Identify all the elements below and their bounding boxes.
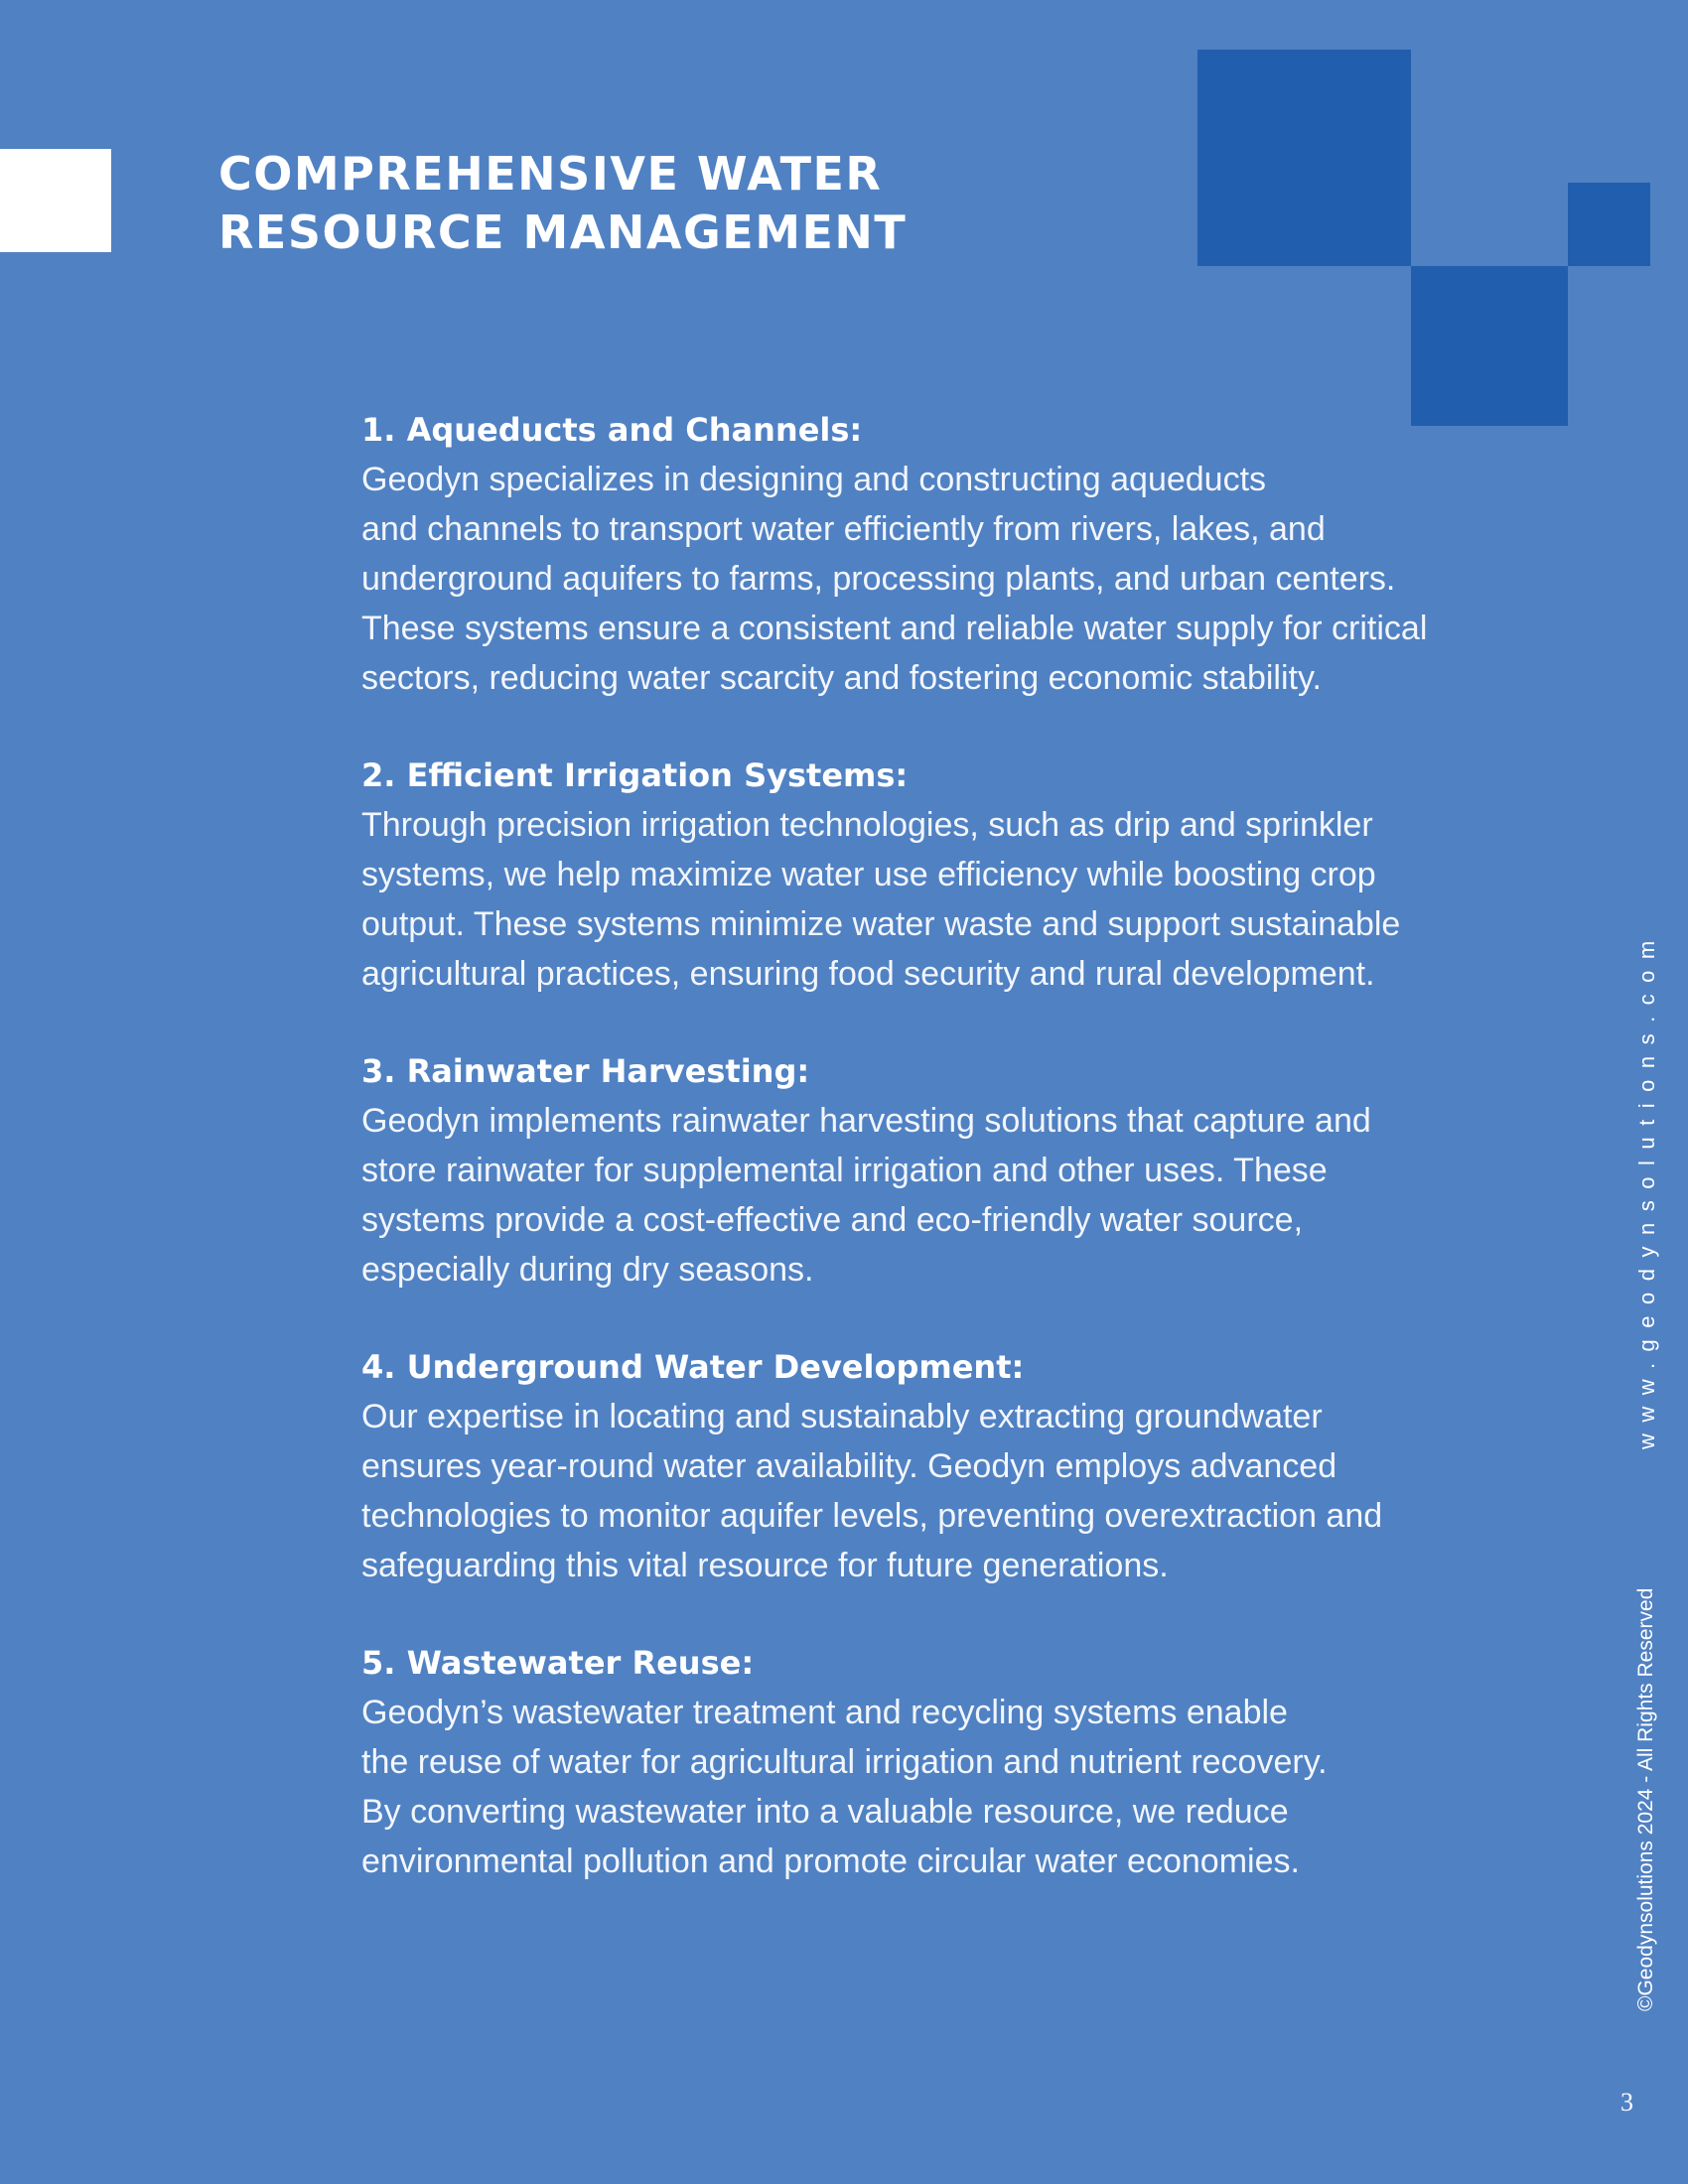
section-rainwater bbox=[361, 1046, 1533, 1295]
section-body bbox=[361, 1688, 1533, 1886]
body-line: technologies to monitor aquifer levels, preventing overextraction and bbox=[361, 1497, 1383, 1535]
body-line: Geodyn specializes in designing and constructing aqueducts bbox=[361, 461, 1267, 498]
body-line: environmental pollution and promote circular water economies. bbox=[361, 1843, 1300, 1880]
section-body bbox=[361, 1392, 1533, 1590]
body-line: especially during dry seasons. bbox=[361, 1251, 814, 1289]
decorative-square-medium bbox=[1411, 266, 1568, 426]
body-line: Through precision irrigation technologies, such as drip and sprinkler bbox=[361, 806, 1373, 844]
decorative-square-large bbox=[1197, 50, 1411, 266]
section-heading: 2. Efficient Irrigation Systems: bbox=[361, 756, 909, 794]
section-body bbox=[361, 455, 1533, 703]
main-content bbox=[361, 405, 1533, 1934]
body-line: the reuse of water for agricultural irrigation and nutrient recovery. bbox=[361, 1743, 1328, 1781]
body-line: and channels to transport water efficiently from rivers, lakes, and bbox=[361, 510, 1326, 548]
body-line: Geodyn implements rainwater harvesting solutions that capture and bbox=[361, 1102, 1371, 1140]
decorative-white-tab bbox=[0, 149, 111, 252]
section-heading: 1. Aqueducts and Channels: bbox=[361, 411, 863, 449]
body-line: These systems ensure a consistent and reliable water supply for critical bbox=[361, 610, 1428, 647]
page-number: 3 bbox=[1620, 2088, 1633, 2116]
body-line: systems provide a cost-effective and eco-friendly water source, bbox=[361, 1201, 1304, 1239]
body-line: Our expertise in locating and sustainably extracting groundwater bbox=[361, 1398, 1323, 1435]
body-line: safeguarding this vital resource for future generations. bbox=[361, 1547, 1169, 1584]
body-line: Geodyn’s wastewater treatment and recycling systems enable bbox=[361, 1694, 1288, 1731]
body-line: By converting wastewater into a valuable resource, we reduce bbox=[361, 1793, 1289, 1831]
page-title-line-2: RESOURCE MANAGEMENT bbox=[218, 205, 908, 259]
section-underground-water bbox=[361, 1342, 1533, 1590]
decorative-square-small bbox=[1568, 183, 1650, 266]
website-url: www.geodynsolutions.com bbox=[1634, 929, 1659, 1449]
section-heading: 3. Rainwater Harvesting: bbox=[361, 1052, 810, 1090]
page-title bbox=[218, 145, 1112, 262]
section-wastewater bbox=[361, 1638, 1533, 1886]
section-irrigation bbox=[361, 751, 1533, 999]
body-line: systems, we help maximize water use efficiency while boosting crop bbox=[361, 856, 1376, 893]
body-line: sectors, reducing water scarcity and fostering economic stability. bbox=[361, 659, 1322, 697]
page-title-line-1: COMPREHENSIVE WATER bbox=[218, 147, 883, 201]
section-aqueducts bbox=[361, 405, 1533, 703]
section-body bbox=[361, 800, 1533, 999]
body-line: ensures year-round water availability. Geodyn employs advanced bbox=[361, 1447, 1337, 1485]
section-heading: 5. Wastewater Reuse: bbox=[361, 1644, 755, 1682]
section-heading: 4. Underground Water Development: bbox=[361, 1348, 1025, 1386]
copyright-notice: ©Geodynsolutions 2024 - All Rights Reserved bbox=[1634, 1587, 1657, 2011]
body-line: store rainwater for supplemental irrigation and other uses. These bbox=[361, 1152, 1328, 1189]
body-line: underground aquifers to farms, processing plants, and urban centers. bbox=[361, 560, 1396, 598]
body-line: output. These systems minimize water waste and support sustainable bbox=[361, 905, 1401, 943]
section-body bbox=[361, 1096, 1533, 1295]
body-line: agricultural practices, ensuring food security and rural development. bbox=[361, 955, 1375, 993]
